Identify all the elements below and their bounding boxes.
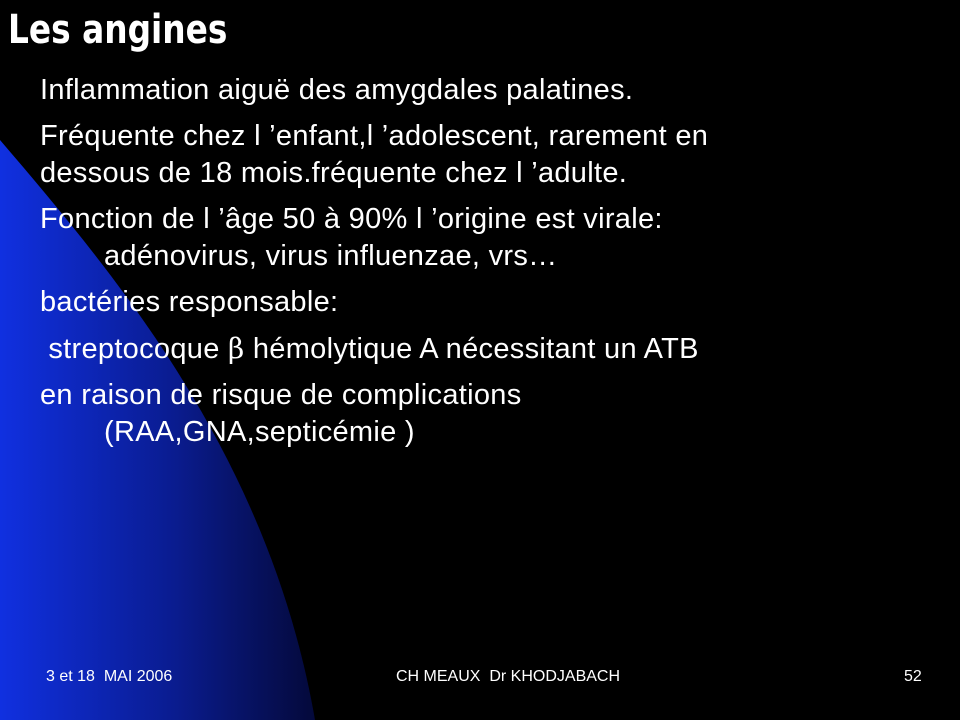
hemolytique-text: hémolytique A nécessitant un ATB (244, 333, 699, 365)
text-line-bacteries: bactéries responsable: (40, 286, 339, 318)
footer-page-number: 52 (904, 668, 922, 685)
text-line-dessous: dessous de 18 mois.fréquente chez l ’adulte. (40, 157, 628, 189)
streptocoque-text: streptocoque (40, 333, 228, 365)
slide-title: Les angines (8, 7, 228, 53)
slide-body (40, 72, 920, 451)
footer-author: CH MEAUX Dr KHODJABACH (396, 668, 621, 685)
text-line-fonction-age: Fonction de l ’âge 50 à 90% l ’origine est virale: (40, 203, 663, 235)
text-line-inflammation: Inflammation aiguë des amygdales palatines. (40, 74, 634, 106)
text-line-streptocoque (40, 330, 920, 368)
text-line-frequente: Fréquente chez l ’enfant,l ’adolescent, rarement en (40, 120, 709, 152)
footer-date: 3 et 18 MAI 2006 (46, 668, 173, 685)
beta-symbol: β (228, 332, 245, 365)
text-line-complications: (RAA,GNA,septicémie ) (104, 416, 415, 448)
text-line-virus-list: adénovirus, virus influenzae, vrs… (104, 240, 558, 272)
text-line-risque: en raison de risque de complications (40, 379, 522, 411)
